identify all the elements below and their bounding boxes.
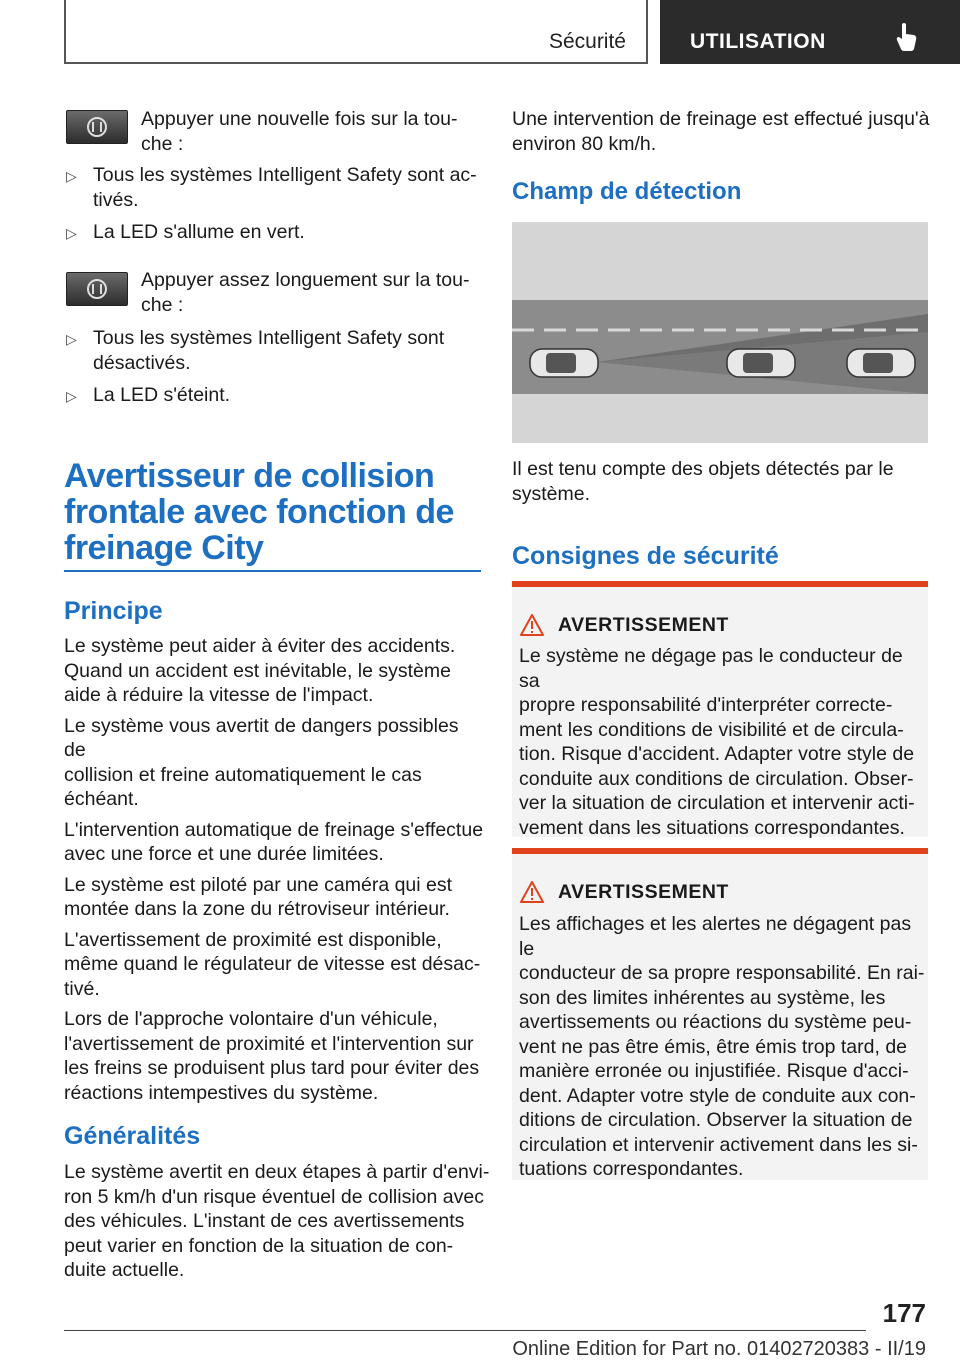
footer-divider (64, 1330, 866, 1331)
warning-triangle-icon (520, 881, 544, 903)
bullet-triangle-icon: ▷ (66, 388, 77, 404)
bullet-triangle-icon: ▷ (66, 225, 77, 241)
bullet-text: Tous les systèmes Intelligent Safety sont désactivés. (93, 327, 445, 374)
principe-text-block (64, 634, 484, 1105)
intelligent-safety-button-icon (66, 272, 128, 306)
champ-heading: Champ de détection (512, 178, 742, 205)
bullet-text: Tous les systèmes Intelligent Safety sont ac- tivés. (93, 164, 477, 211)
page-number: 177 (882, 1298, 926, 1328)
pointing-hand-icon (896, 22, 918, 52)
detected-car-icon (847, 349, 915, 377)
bullet-triangle-icon: ▷ (66, 168, 77, 184)
header-section-title: Sécurité (548, 30, 626, 53)
principe-paragraph: Le système est piloté par une caméra qui est montée dans la zone du rétroviseur intérieur. (64, 873, 453, 920)
principe-paragraph: Lors de l'approche volontaire d'un véhicule, l'avertissement de proximité et l'intervention sur les freins se produisent plus tard pour éviter des réactions intempestives du système. (64, 1008, 480, 1104)
title-underline (64, 570, 481, 572)
principe-paragraph: Le système peut aider à éviter des accidents. Quand un accident est inévitable, le système aide à réduire la vitesse de l'impact. (64, 635, 456, 706)
warning-text: Le système ne dégage pas le conducteur de sa propre responsabilité d'interpréter correcte- ment les conditions de visibilité et de circula- tion. Risque d'accident. Adapter votre style de conduite aux conditions de circulation. Obser- ver la situation de circulation et intervenir acti- vement dans les situations correspondantes. (519, 645, 915, 839)
principe-paragraph: L'avertissement de proximité est disponible, même quand le régulateur de vitesse est désac- tivé. (64, 928, 481, 1000)
generalites-paragraph: Le système avertit en deux étapes à partir d'envi- ron 5 km/h d'un risque éventuel de collision avec des véhicules. L'instant de ces avertissements peut varier en fonction de la situation de con- duite actuelle. (64, 1161, 490, 1281)
generalites-heading: Généralités (64, 1122, 201, 1150)
header-chapter-title: UTILISATION (690, 30, 826, 53)
warning-box (512, 581, 928, 837)
principe-heading: Principe (64, 597, 163, 625)
warning-title: AVERTISSEMENT (558, 614, 729, 636)
warning-text: Les affichages et les alertes ne dégagent pas le conducteur de sa propre responsabilité. En rai- son des limites inhérentes au système, les avertissements ou réactions du système peu- vent ne pas être émis, être émis trop tard, de manière erronée ou injustifiée. Risque d'acci- dent. Adapter votre style de conduite aux con- ditions de circulation. Observer la situation de circulation et intervenir activement dans les si- tuations correspondantes. (519, 913, 925, 1180)
warning-box (512, 848, 928, 1180)
principe-paragraph: Le système vous avertit de dangers possibles de collision et freine automatiquement le cas échéant. (64, 714, 459, 810)
main-title: Avertisseur de collision frontale avec fonction de freinage City (64, 457, 454, 567)
detection-field-illustration (512, 222, 928, 443)
detected-car-icon (727, 349, 795, 377)
principe-paragraph: L'intervention automatique de freinage s'effectue avec une force et une durée limitées. (64, 818, 484, 865)
press-long-text: Appuyer assez longuement sur la tou- che : (141, 269, 470, 316)
own-car-icon (530, 349, 598, 377)
bullet-text: La LED s'allume en vert. (93, 221, 305, 243)
bullet-text: La LED s'éteint. (93, 384, 231, 406)
footer-edition: Online Edition for Part no. 01402720383 - II/19 (512, 1338, 926, 1360)
bullet-triangle-icon: ▷ (66, 331, 77, 347)
header-section-box (64, 0, 648, 64)
press-again-text: Appuyer une nouvelle fois sur la tou- che : (141, 108, 458, 155)
champ-caption: Il est tenu compte des objets détectés par le système. (512, 458, 894, 505)
intro-text: Une intervention de freinage est effectué jusqu'à environ 80 km/h. (512, 108, 930, 155)
consignes-heading: Consignes de sécurité (512, 542, 779, 570)
intelligent-safety-button-icon (66, 110, 128, 144)
warning-title: AVERTISSEMENT (558, 881, 729, 903)
warning-triangle-icon (520, 614, 544, 636)
header-chapter-tab (660, 0, 960, 64)
